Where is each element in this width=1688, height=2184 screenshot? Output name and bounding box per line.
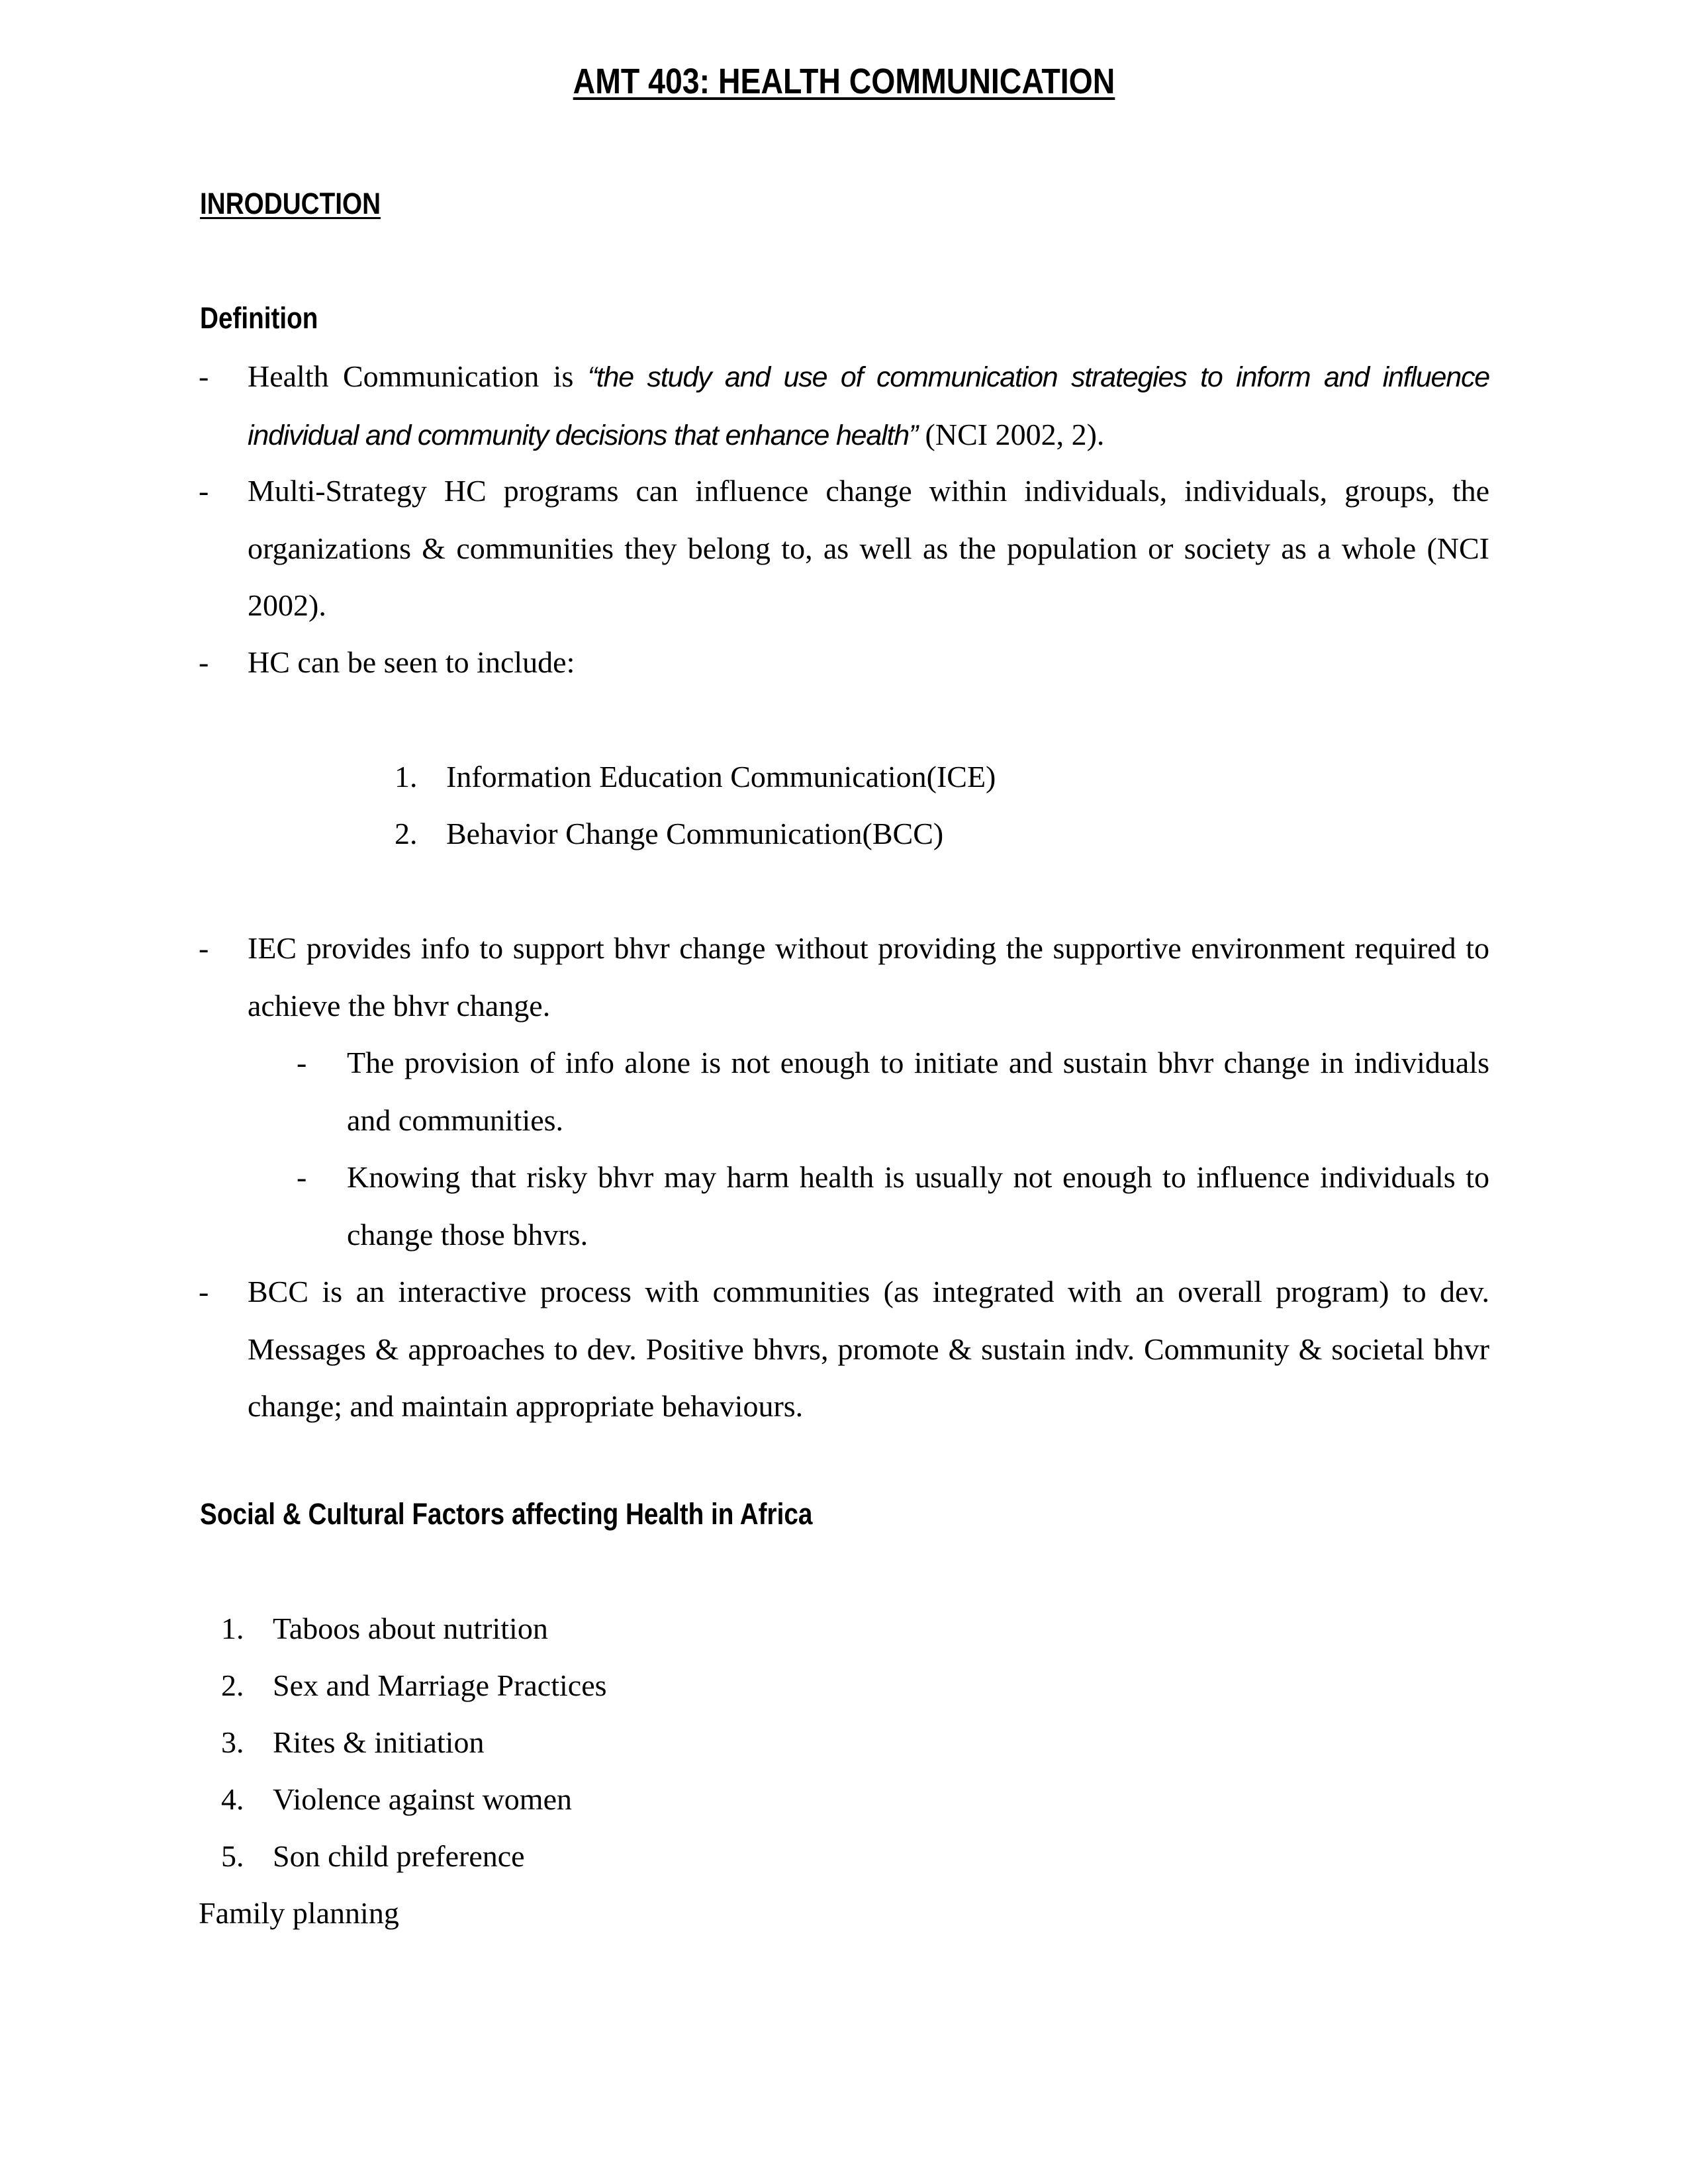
list-item xyxy=(221,1714,484,1772)
family-planning-text: Family planning xyxy=(199,1896,399,1930)
introduction-heading: INRODUCTION xyxy=(200,187,381,220)
list-number: 5. xyxy=(221,1839,244,1873)
list-item xyxy=(221,1828,525,1886)
list-text: Violence against women xyxy=(273,1782,572,1816)
list-number: 4. xyxy=(221,1782,244,1816)
definition-bullet-multi-strategy: Multi-Strategy HC programs can influence change within individuals, individuals, groups, the organizations & communities they belong to, as well as the population or society as a whole (NCI 2002). xyxy=(248,474,1489,622)
iec-bullet: IEC provides info to support bhvr change without providing the supportive environment required to achieve the bhvr change. xyxy=(248,931,1489,1023)
list-number: 1. xyxy=(221,1612,244,1645)
sub-bullet-marker: - xyxy=(297,1046,307,1079)
list-number: 2. xyxy=(395,817,418,850)
list-item xyxy=(395,749,996,806)
list-item xyxy=(221,1657,607,1715)
list-text: Sex and Marriage Practices xyxy=(273,1668,607,1702)
list-number: 1. xyxy=(395,760,418,794)
list-number: 3. xyxy=(221,1725,244,1759)
list-text: Behavior Change Communication(BCC) xyxy=(446,817,944,850)
bullet-marker: - xyxy=(199,474,209,508)
iec-sub-bullet: Knowing that risky bhvr may harm health is usually not enough to influence individuals to change those bhvrs. xyxy=(347,1160,1489,1251)
definition-bullet-hc-includes: HC can be seen to include: xyxy=(248,645,575,679)
list-text: Son child preference xyxy=(273,1839,525,1873)
list-text: Taboos about nutrition xyxy=(273,1612,548,1645)
sub-bullet-marker: - xyxy=(297,1160,307,1194)
list-number: 2. xyxy=(221,1668,244,1702)
bullet-marker: - xyxy=(199,931,209,965)
document-title: AMT 403: HEALTH COMMUNICATION xyxy=(573,62,1115,101)
bcc-bullet: BCC is an interactive process with communities (as integrated with an overall program) to dev. Messages & approaches to dev. Positive bhvrs, promote & sustain indv. Community & societal bhvr change; and maintain appropriate behaviours. xyxy=(248,1275,1489,1423)
definition-quote: “the study and use of communication strategies to inform and influence individual and community decisions that enhance health” xyxy=(248,361,1489,451)
list-item xyxy=(221,1600,548,1658)
bullet-marker: - xyxy=(199,645,209,679)
definition-bullet-health-communication xyxy=(248,348,1489,464)
bullet-marker: - xyxy=(199,359,209,393)
bullet-marker: - xyxy=(199,1275,209,1308)
list-text: Information Education Communication(ICE) xyxy=(446,760,996,794)
definition-prefix: Health Communication is xyxy=(248,359,588,393)
social-cultural-heading: Social & Cultural Factors affecting Health in Africa xyxy=(200,1497,813,1531)
list-item xyxy=(221,1771,572,1829)
iec-sub-bullet: The provision of info alone is not enough to initiate and sustain bhvr change in individuals and communities. xyxy=(347,1046,1489,1137)
definition-heading: Definition xyxy=(200,301,318,335)
definition-citation: (NCI 2002, 2). xyxy=(917,417,1105,451)
list-text: Rites & initiation xyxy=(273,1725,485,1759)
list-item xyxy=(395,805,943,863)
